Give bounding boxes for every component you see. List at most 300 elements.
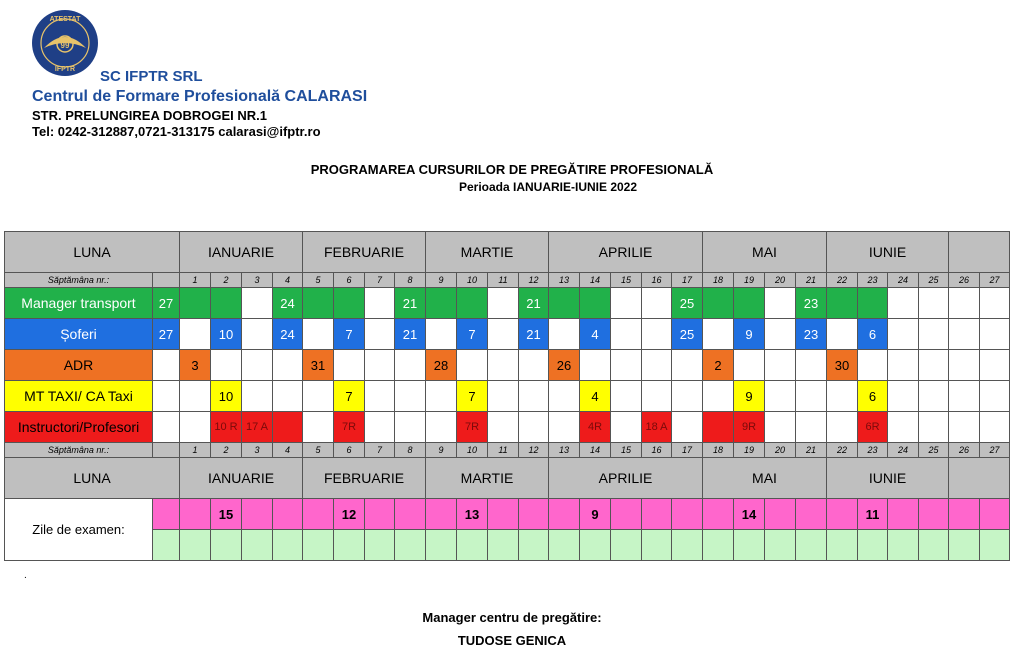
course-prev-week xyxy=(153,381,180,412)
course-cell xyxy=(426,319,457,350)
course-cell xyxy=(765,288,796,319)
course-cell: 9 xyxy=(734,319,765,350)
course-cell xyxy=(949,288,980,319)
week-number: 15 xyxy=(611,273,642,288)
course-cell xyxy=(796,350,827,381)
course-cell xyxy=(549,319,580,350)
week-number: 16 xyxy=(642,273,672,288)
course-cell xyxy=(395,381,426,412)
course-row-adr xyxy=(5,350,1010,381)
week-number: 6 xyxy=(334,273,365,288)
week-number: 2 xyxy=(211,443,242,458)
week-number: 12 xyxy=(519,273,549,288)
course-cell xyxy=(395,350,426,381)
week-number: 19 xyxy=(734,273,765,288)
week-number: 25 xyxy=(919,273,949,288)
course-cell xyxy=(949,412,980,443)
exam-days-row xyxy=(5,499,1010,530)
course-row-soferi xyxy=(5,319,1010,350)
course-cell xyxy=(242,381,273,412)
course-cell xyxy=(827,319,858,350)
week-number: 10 xyxy=(457,273,488,288)
course-cell xyxy=(395,412,426,443)
month-header: MARTIE xyxy=(426,458,549,499)
week-number: 25 xyxy=(919,443,949,458)
course-cell xyxy=(827,412,858,443)
course-cell xyxy=(549,288,580,319)
course-cell: 17 A xyxy=(242,412,273,443)
week-number: 18 xyxy=(703,273,734,288)
week-number: 11 xyxy=(488,273,519,288)
exam-extra-cell xyxy=(611,530,642,561)
course-cell xyxy=(365,350,395,381)
week-number: 7 xyxy=(365,443,395,458)
course-cell xyxy=(949,319,980,350)
exam-day xyxy=(273,499,303,530)
course-cell: 4R xyxy=(580,412,611,443)
course-cell: 23 xyxy=(796,288,827,319)
week-number: 19 xyxy=(734,443,765,458)
week-number: 22 xyxy=(827,273,858,288)
course-cell xyxy=(765,412,796,443)
month-header: MAI xyxy=(703,458,827,499)
month-header-empty xyxy=(949,458,1010,499)
course-cell xyxy=(549,381,580,412)
course-cell: 7 xyxy=(457,381,488,412)
course-name: ADR xyxy=(5,350,153,381)
week-number: 9 xyxy=(426,273,457,288)
course-cell xyxy=(211,350,242,381)
svg-text:99: 99 xyxy=(60,41,70,50)
course-cell xyxy=(765,319,796,350)
exam-cell-prev xyxy=(153,499,180,530)
course-name: Instructori/Profesori xyxy=(5,412,153,443)
exam-extra-cell xyxy=(734,530,765,561)
exam-extra-cell xyxy=(672,530,703,561)
week-number: 11 xyxy=(488,443,519,458)
course-schedule-table xyxy=(4,231,1010,561)
course-cell: 7R xyxy=(334,412,365,443)
exam-day xyxy=(703,499,734,530)
week-number: 21 xyxy=(796,273,827,288)
week-number: 6 xyxy=(334,443,365,458)
exam-extra-cell xyxy=(365,530,395,561)
week-number-row-bottom xyxy=(5,443,1010,458)
week-number: 14 xyxy=(580,443,611,458)
exam-extra-cell xyxy=(549,530,580,561)
course-cell xyxy=(426,412,457,443)
course-cell xyxy=(180,319,211,350)
course-cell xyxy=(703,288,734,319)
week-number: 16 xyxy=(642,443,672,458)
course-cell xyxy=(580,288,611,319)
course-name: Manager transport xyxy=(5,288,153,319)
course-cell xyxy=(611,288,642,319)
course-cell xyxy=(426,288,457,319)
course-cell: 30 xyxy=(827,350,858,381)
exam-extra-cell xyxy=(488,530,519,561)
manager-name: TUDOSE GENICA xyxy=(457,633,567,648)
course-row-mt-taxi xyxy=(5,381,1010,412)
exam-extra-cell xyxy=(180,530,211,561)
week-number: 1 xyxy=(180,443,211,458)
course-cell: 9R xyxy=(734,412,765,443)
exam-day xyxy=(949,499,980,530)
course-cell xyxy=(180,381,211,412)
exam-extra-prev xyxy=(153,530,180,561)
course-cell: 3 xyxy=(180,350,211,381)
exam-extra-row xyxy=(5,530,1010,561)
course-cell xyxy=(365,319,395,350)
week-number: 7 xyxy=(365,273,395,288)
exam-day xyxy=(365,499,395,530)
course-cell: 28 xyxy=(426,350,457,381)
course-cell xyxy=(549,412,580,443)
course-cell xyxy=(796,381,827,412)
exam-day xyxy=(395,499,426,530)
course-cell xyxy=(488,412,519,443)
course-cell xyxy=(919,412,949,443)
month-header: APRILIE xyxy=(549,232,703,273)
contact-line: Tel: 0242-312887,0721-313175 calarasi@ifptr.ro xyxy=(32,124,321,139)
exam-day xyxy=(796,499,827,530)
course-cell xyxy=(980,288,1010,319)
course-cell xyxy=(303,412,334,443)
course-name: Șoferi xyxy=(5,319,153,350)
month-header: IUNIE xyxy=(827,458,949,499)
course-cell xyxy=(919,319,949,350)
course-cell: 6R xyxy=(858,412,888,443)
course-cell xyxy=(519,350,549,381)
course-cell xyxy=(519,381,549,412)
page-title: PROGRAMAREA CURSURILOR DE PREGĂTIRE PROFESIONALĂ xyxy=(310,162,714,177)
week-number: 20 xyxy=(765,443,796,458)
exam-day xyxy=(488,499,519,530)
week-number: 13 xyxy=(549,273,580,288)
week-number: 8 xyxy=(395,443,426,458)
course-cell xyxy=(765,381,796,412)
week-number: 1 xyxy=(180,273,211,288)
exam-extra-cell xyxy=(765,530,796,561)
exam-extra-cell xyxy=(580,530,611,561)
week-number: 8 xyxy=(395,273,426,288)
course-cell xyxy=(488,288,519,319)
course-cell xyxy=(303,288,334,319)
exam-day xyxy=(642,499,672,530)
course-cell xyxy=(919,381,949,412)
exam-day: 9 xyxy=(580,499,611,530)
course-cell: 21 xyxy=(519,319,549,350)
exam-day xyxy=(180,499,211,530)
month-header: IANUARIE xyxy=(180,232,303,273)
exam-extra-cell xyxy=(395,530,426,561)
course-cell xyxy=(827,288,858,319)
course-cell: 31 xyxy=(303,350,334,381)
month-header: APRILIE xyxy=(549,458,703,499)
luna-label: LUNA xyxy=(5,458,180,499)
month-header: MAI xyxy=(703,232,827,273)
course-cell xyxy=(611,350,642,381)
week-number-row-top xyxy=(5,273,1010,288)
exam-day xyxy=(980,499,1010,530)
exam-day: 11 xyxy=(858,499,888,530)
manager-title: Manager centru de pregătire: xyxy=(422,610,602,625)
course-cell: 4 xyxy=(580,319,611,350)
month-header-row-top xyxy=(5,232,1010,273)
course-cell xyxy=(672,412,703,443)
exam-extra-cell xyxy=(888,530,919,561)
course-cell: 21 xyxy=(519,288,549,319)
course-cell: 24 xyxy=(273,288,303,319)
course-cell: 9 xyxy=(734,381,765,412)
week-label: Săptămâna nr.: xyxy=(5,443,153,458)
course-cell xyxy=(273,381,303,412)
week-label-blank xyxy=(153,443,180,458)
course-name: MT TAXI/ CA Taxi xyxy=(5,381,153,412)
course-row-instructori xyxy=(5,412,1010,443)
course-cell xyxy=(888,319,919,350)
course-cell xyxy=(273,350,303,381)
course-cell: 6 xyxy=(858,381,888,412)
exam-day xyxy=(303,499,334,530)
course-cell xyxy=(888,350,919,381)
exam-extra-cell xyxy=(457,530,488,561)
week-label: Săptămâna nr.: xyxy=(5,273,153,288)
exam-day: 14 xyxy=(734,499,765,530)
exam-day xyxy=(242,499,273,530)
luna-label: LUNA xyxy=(5,232,180,273)
course-cell: 10 xyxy=(211,381,242,412)
month-header: FEBRUARIE xyxy=(303,232,426,273)
course-cell xyxy=(919,288,949,319)
week-number: 27 xyxy=(980,273,1010,288)
course-cell xyxy=(703,319,734,350)
course-cell xyxy=(365,288,395,319)
course-cell xyxy=(365,381,395,412)
course-cell xyxy=(919,350,949,381)
course-cell xyxy=(519,412,549,443)
exam-extra-cell xyxy=(273,530,303,561)
stray-dot: . xyxy=(24,570,27,581)
exam-day xyxy=(549,499,580,530)
course-cell xyxy=(858,350,888,381)
course-cell xyxy=(734,350,765,381)
course-cell xyxy=(180,412,211,443)
course-cell: 24 xyxy=(273,319,303,350)
exam-extra-cell xyxy=(334,530,365,561)
exam-extra-cell xyxy=(642,530,672,561)
course-cell xyxy=(334,350,365,381)
exam-day: 13 xyxy=(457,499,488,530)
week-number: 10 xyxy=(457,443,488,458)
svg-text:ATESTAT: ATESTAT xyxy=(49,16,81,23)
course-cell: 10 xyxy=(211,319,242,350)
course-cell xyxy=(703,412,734,443)
course-cell xyxy=(827,381,858,412)
course-cell xyxy=(858,288,888,319)
course-cell xyxy=(642,319,672,350)
training-center-name: Centrul de Formare Profesională CALARASI xyxy=(32,88,368,105)
street-address: STR. PRELUNGIREA DOBROGEI NR.1 xyxy=(32,108,267,123)
month-header-row-bottom xyxy=(5,458,1010,499)
course-cell xyxy=(980,319,1010,350)
month-header: FEBRUARIE xyxy=(303,458,426,499)
course-cell xyxy=(488,319,519,350)
exam-extra-cell xyxy=(519,530,549,561)
exam-day xyxy=(672,499,703,530)
course-cell: 7 xyxy=(457,319,488,350)
course-prev-week: 27 xyxy=(153,319,180,350)
exam-extra-cell xyxy=(303,530,334,561)
course-cell: 2 xyxy=(703,350,734,381)
week-number: 2 xyxy=(211,273,242,288)
week-number: 20 xyxy=(765,273,796,288)
week-number: 5 xyxy=(303,443,334,458)
exam-extra-cell xyxy=(858,530,888,561)
course-cell xyxy=(242,288,273,319)
course-cell xyxy=(611,381,642,412)
week-number: 15 xyxy=(611,443,642,458)
month-header: IANUARIE xyxy=(180,458,303,499)
period-subtitle: Perioada IANUARIE-IUNIE 2022 xyxy=(458,180,638,194)
exam-extra-cell xyxy=(796,530,827,561)
week-number: 5 xyxy=(303,273,334,288)
exam-day xyxy=(611,499,642,530)
course-cell xyxy=(242,350,273,381)
course-cell: 7 xyxy=(334,319,365,350)
week-number: 17 xyxy=(672,273,703,288)
week-number: 9 xyxy=(426,443,457,458)
week-label-blank xyxy=(153,273,180,288)
course-cell xyxy=(334,288,365,319)
exam-day: 12 xyxy=(334,499,365,530)
course-cell xyxy=(765,350,796,381)
week-number: 3 xyxy=(242,273,273,288)
week-number: 4 xyxy=(273,273,303,288)
course-prev-week xyxy=(153,350,180,381)
course-cell xyxy=(949,381,980,412)
week-number: 26 xyxy=(949,443,980,458)
course-cell xyxy=(580,350,611,381)
course-cell xyxy=(180,288,211,319)
week-number: 4 xyxy=(273,443,303,458)
course-cell: 25 xyxy=(672,319,703,350)
course-prev-week: 27 xyxy=(153,288,180,319)
course-cell xyxy=(642,381,672,412)
week-number: 3 xyxy=(242,443,273,458)
course-prev-week xyxy=(153,412,180,443)
week-number: 24 xyxy=(888,443,919,458)
week-number: 12 xyxy=(519,443,549,458)
exam-day xyxy=(919,499,949,530)
course-cell xyxy=(457,288,488,319)
course-cell xyxy=(303,319,334,350)
course-cell xyxy=(734,288,765,319)
week-number: 23 xyxy=(858,273,888,288)
month-header: IUNIE xyxy=(827,232,949,273)
week-number: 22 xyxy=(827,443,858,458)
exam-extra-cell xyxy=(703,530,734,561)
exam-extra-cell xyxy=(242,530,273,561)
week-number: 23 xyxy=(858,443,888,458)
course-cell xyxy=(796,412,827,443)
exam-day xyxy=(765,499,796,530)
exam-extra-cell xyxy=(426,530,457,561)
exam-extra-cell xyxy=(949,530,980,561)
week-number: 26 xyxy=(949,273,980,288)
course-cell xyxy=(365,412,395,443)
course-cell: 7R xyxy=(457,412,488,443)
course-cell xyxy=(642,288,672,319)
exam-extra-cell xyxy=(211,530,242,561)
course-cell: 23 xyxy=(796,319,827,350)
course-cell xyxy=(980,381,1010,412)
course-cell xyxy=(672,350,703,381)
course-cell xyxy=(426,381,457,412)
svg-text:IFPTR: IFPTR xyxy=(54,66,76,73)
week-number: 27 xyxy=(980,443,1010,458)
ifptr-logo xyxy=(30,8,100,78)
month-header-empty xyxy=(949,232,1010,273)
course-cell xyxy=(611,412,642,443)
course-cell xyxy=(888,381,919,412)
course-cell xyxy=(242,319,273,350)
exam-day: 15 xyxy=(211,499,242,530)
course-cell: 10 R xyxy=(211,412,242,443)
company-name: SC IFPTR SRL xyxy=(100,68,203,85)
course-cell xyxy=(703,381,734,412)
week-number: 24 xyxy=(888,273,919,288)
week-number: 13 xyxy=(549,443,580,458)
exam-extra-cell xyxy=(827,530,858,561)
course-cell xyxy=(611,319,642,350)
course-cell xyxy=(888,288,919,319)
exam-extra-cell xyxy=(980,530,1010,561)
exam-extra-cell xyxy=(919,530,949,561)
week-number: 21 xyxy=(796,443,827,458)
month-header: MARTIE xyxy=(426,232,549,273)
exam-day xyxy=(888,499,919,530)
course-cell: 21 xyxy=(395,319,426,350)
week-number: 14 xyxy=(580,273,611,288)
course-cell xyxy=(303,381,334,412)
course-cell xyxy=(211,288,242,319)
course-cell xyxy=(488,381,519,412)
course-cell: 25 xyxy=(672,288,703,319)
course-cell: 18 A xyxy=(642,412,672,443)
course-cell: 21 xyxy=(395,288,426,319)
course-cell xyxy=(672,381,703,412)
exam-day xyxy=(827,499,858,530)
course-cell xyxy=(457,350,488,381)
week-number: 18 xyxy=(703,443,734,458)
course-cell xyxy=(273,412,303,443)
course-cell xyxy=(949,350,980,381)
exam-label: Zile de examen: xyxy=(5,499,153,561)
exam-day xyxy=(426,499,457,530)
week-number: 17 xyxy=(672,443,703,458)
course-cell xyxy=(980,350,1010,381)
course-cell: 6 xyxy=(858,319,888,350)
course-cell xyxy=(488,350,519,381)
course-cell xyxy=(980,412,1010,443)
course-cell: 7 xyxy=(334,381,365,412)
course-cell xyxy=(642,350,672,381)
course-row-manager-transport xyxy=(5,288,1010,319)
course-cell: 4 xyxy=(580,381,611,412)
course-cell: 26 xyxy=(549,350,580,381)
exam-day xyxy=(519,499,549,530)
